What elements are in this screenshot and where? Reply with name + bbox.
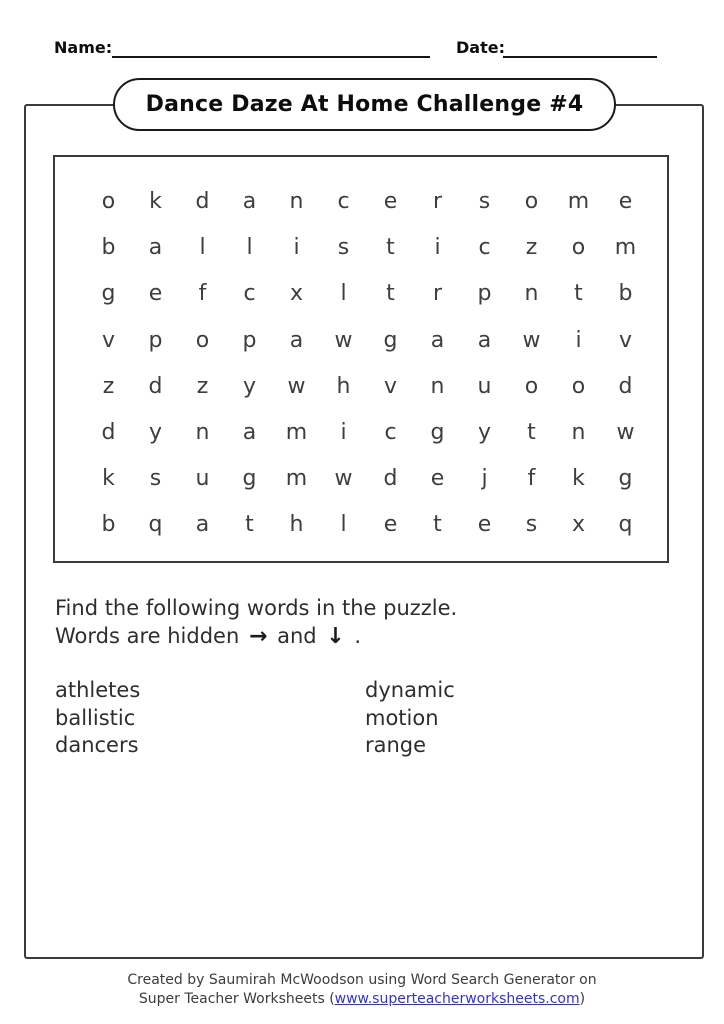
grid-letter: x xyxy=(571,512,586,538)
grid-letter: z xyxy=(525,235,538,261)
grid-letter: g xyxy=(430,420,445,446)
grid-letter: m xyxy=(567,189,590,215)
grid-letter: i xyxy=(575,327,582,353)
word-list-item: dynamic xyxy=(365,678,455,702)
grid-letter: s xyxy=(149,466,162,492)
word-list-item: motion xyxy=(365,705,439,730)
instructions xyxy=(55,594,457,651)
grid-letter: s xyxy=(478,189,491,215)
footer-line2-suffix: ) xyxy=(579,991,586,1007)
instructions-line2 xyxy=(55,622,457,651)
footer-line2 xyxy=(0,990,724,1009)
grid-letter: t xyxy=(386,281,395,307)
puzzle-grid xyxy=(85,179,649,549)
grid-letter: f xyxy=(198,281,207,307)
grid-letter: g xyxy=(242,466,257,492)
grid-letter: k xyxy=(102,466,115,492)
grid-letter: y xyxy=(477,420,492,446)
grid-letter: w xyxy=(287,373,306,399)
grid-letter: w xyxy=(616,420,635,446)
grid-letter: v xyxy=(383,373,398,399)
grid-letter: t xyxy=(574,281,583,307)
arrow-right-icon: → xyxy=(248,624,268,649)
grid-letter: c xyxy=(384,420,397,446)
grid-letter: a xyxy=(242,420,257,446)
grid-letter: g xyxy=(618,466,633,492)
grid-letter: n xyxy=(430,373,445,399)
grid-letter: v xyxy=(101,327,116,353)
footer-line1: Created by Saumirah McWoodson using Word Search Generator on xyxy=(127,972,597,988)
grid-letter: l xyxy=(199,235,206,261)
grid-letter: b xyxy=(101,235,116,261)
grid-letter: e xyxy=(383,189,398,215)
grid-letter: i xyxy=(434,235,441,261)
grid-letter: b xyxy=(101,512,116,538)
grid-letter: t xyxy=(527,420,536,446)
grid-letter: p xyxy=(477,281,492,307)
grid-letter: t xyxy=(245,512,254,538)
grid-letter: t xyxy=(386,235,395,261)
grid-letter: a xyxy=(289,327,304,353)
grid-letter: u xyxy=(477,373,492,399)
name-blank-line xyxy=(112,40,430,58)
grid-letter: i xyxy=(293,235,300,261)
date-blank-line xyxy=(503,40,657,58)
grid-letter: z xyxy=(196,373,209,399)
word-list-item: dancers xyxy=(55,733,139,758)
grid-letter: o xyxy=(101,189,116,215)
grid-letter: a xyxy=(242,189,257,215)
grid-letter: o xyxy=(571,235,586,261)
grid-letter: u xyxy=(195,466,210,492)
grid-letter: a xyxy=(430,327,445,353)
instructions-line1: Find the following words in the puzzle. xyxy=(55,596,458,620)
name-label: Name: xyxy=(54,38,113,57)
grid-letter: e xyxy=(148,281,163,307)
grid-letter: d xyxy=(148,373,163,399)
grid-letter: s xyxy=(337,235,350,261)
footer-line2-prefix: Super Teacher Worksheets ( xyxy=(138,991,335,1007)
grid-letter: j xyxy=(481,466,488,492)
grid-letter: f xyxy=(527,466,536,492)
word-list-right xyxy=(365,677,455,760)
arrow-down-icon: ↓ xyxy=(326,624,345,649)
grid-letter: w xyxy=(522,327,541,353)
footer-credit xyxy=(0,971,724,1009)
grid-letter: l xyxy=(340,281,347,307)
grid-letter: v xyxy=(618,327,633,353)
grid-letter: r xyxy=(432,189,443,215)
grid-letter: m xyxy=(614,235,637,261)
grid-letter: g xyxy=(101,281,116,307)
grid-letter: d xyxy=(618,373,633,399)
title-banner xyxy=(113,78,616,131)
grid-letter: o xyxy=(571,373,586,399)
grid-letter: e xyxy=(430,466,445,492)
puzzle-box xyxy=(53,155,669,563)
grid-letter: p xyxy=(148,327,163,353)
grid-letter: x xyxy=(289,281,304,307)
instructions-line2-period: . xyxy=(354,624,362,648)
grid-letter: w xyxy=(334,466,353,492)
instructions-line2-text: Words are hidden xyxy=(55,624,240,648)
superteacherworksheets-link[interactable]: www.superteacherworksheets.com xyxy=(334,991,580,1007)
grid-letter: c xyxy=(337,189,350,215)
grid-letter: e xyxy=(618,189,633,215)
grid-letter: n xyxy=(524,281,539,307)
grid-letter: o xyxy=(524,189,539,215)
grid-letter: i xyxy=(340,420,347,446)
grid-letter: n xyxy=(571,420,586,446)
grid-letter: d xyxy=(383,466,398,492)
grid-letter: e xyxy=(383,512,398,538)
grid-letter: p xyxy=(242,327,257,353)
word-list-item: athletes xyxy=(55,678,141,702)
grid-letter: y xyxy=(242,373,257,399)
grid-letter: t xyxy=(433,512,442,538)
date-label: Date: xyxy=(456,38,505,57)
grid-letter: a xyxy=(148,235,163,261)
word-list-left xyxy=(55,677,140,760)
page-title: Dance Daze At Home Challenge #4 xyxy=(145,92,584,117)
grid-letter: w xyxy=(334,327,353,353)
grid-letter: q xyxy=(618,512,633,538)
grid-letter: m xyxy=(285,420,308,446)
word-list-item: range xyxy=(365,733,427,758)
grid-letter: z xyxy=(102,373,115,399)
grid-letter: m xyxy=(285,466,308,492)
grid-letter: d xyxy=(195,189,210,215)
grid-letter: d xyxy=(101,420,116,446)
grid-letter: e xyxy=(477,512,492,538)
grid-letter: h xyxy=(336,373,351,399)
grid-letter: q xyxy=(148,512,163,538)
grid-letter: y xyxy=(148,420,163,446)
grid-letter: n xyxy=(289,189,304,215)
grid-letter: l xyxy=(340,512,347,538)
grid-letter: r xyxy=(432,281,443,307)
grid-letter: n xyxy=(195,420,210,446)
grid-letter: o xyxy=(524,373,539,399)
grid-letter: l xyxy=(246,235,253,261)
grid-letter: a xyxy=(195,512,210,538)
grid-letter: c xyxy=(243,281,256,307)
instructions-line2-and: and xyxy=(277,624,317,648)
grid-letter: a xyxy=(477,327,492,353)
grid-letter: c xyxy=(478,235,491,261)
grid-letter: o xyxy=(195,327,210,353)
grid-letter: g xyxy=(383,327,398,353)
grid-letter: k xyxy=(572,466,585,492)
word-list-item: ballistic xyxy=(55,705,136,730)
grid-letter: b xyxy=(618,281,633,307)
grid-letter: h xyxy=(289,512,304,538)
grid-letter: k xyxy=(149,189,162,215)
grid-letter: s xyxy=(525,512,538,538)
